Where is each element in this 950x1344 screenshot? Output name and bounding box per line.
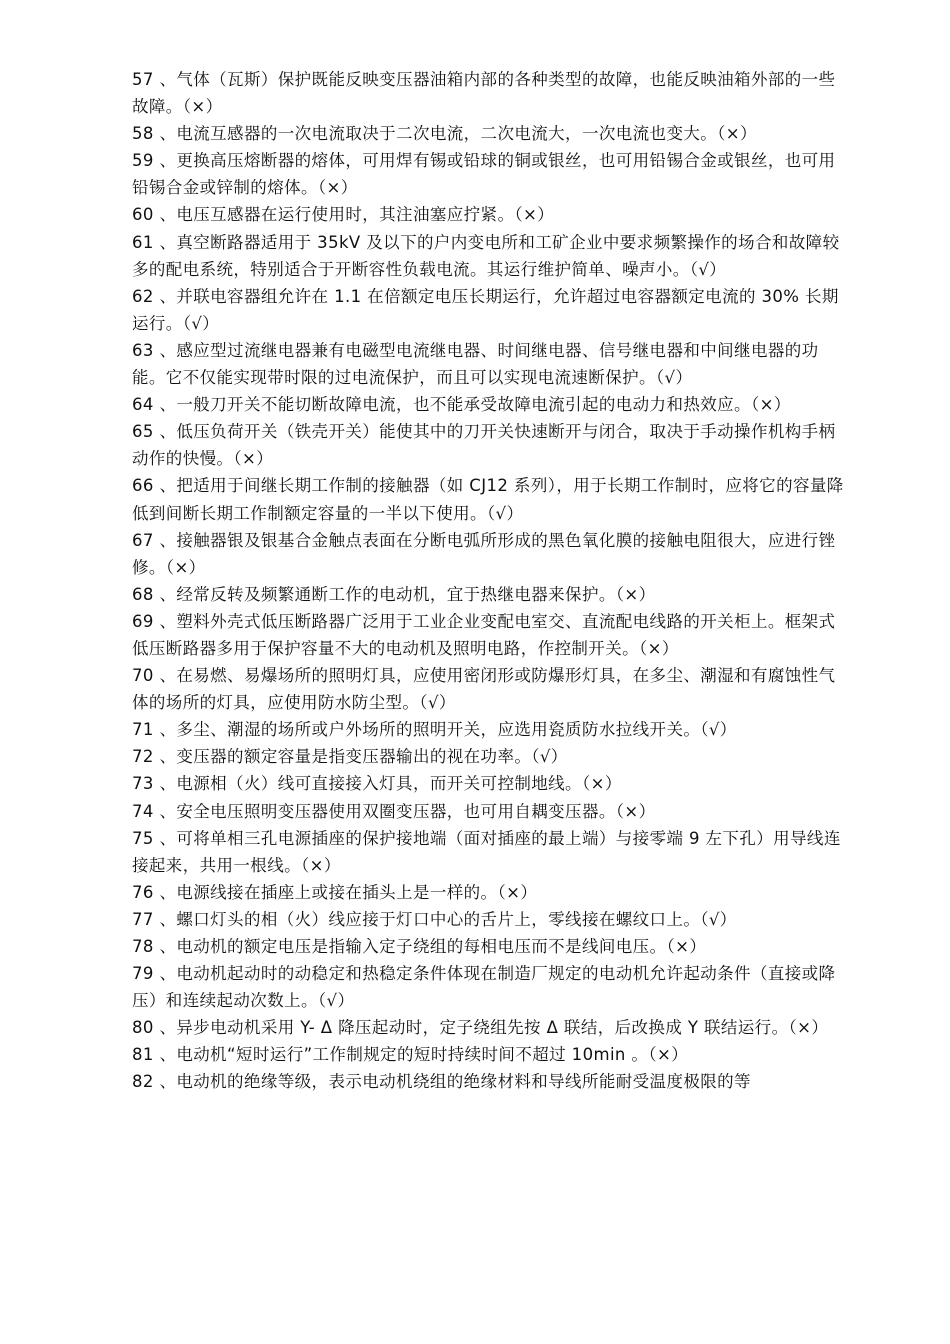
question-57: 57 、气体（瓦斯）保护既能反映变压器油箱内部的各种类型的故障，也能反映油箱外部的一些故障。（×） xyxy=(132,70,836,117)
question-79: 79 、电动机起动时的动稳定和热稳定条件体现在制造厂规定的电动机允许起动条件（直接或降压）和连续起动次数上。（√） xyxy=(132,964,836,1011)
question-60: 60 、电压互感器在运行使用时，其注油塞应拧紧。（×） xyxy=(132,205,555,225)
question-73: 73 、电源相（火）线可直接接入灯具，而开关可控制地线。（×） xyxy=(132,774,622,794)
question-81: 81 、电动机“短时运行”工作制规定的短时持续时间不超过 10min 。（×） xyxy=(132,1045,689,1065)
question-82: 82 、电动机的绝缘等级，表示电动机绕组的绝缘材料和导线所能耐受温度极限的等 xyxy=(132,1072,751,1092)
question-63: 63 、感应型过流继电器兼有电磁型电流继电器、时间继电器、信号继电器和中间继电器的功能。它不仅能实现带时限的过电流保护，而且可以实现电流速断保护。（√） xyxy=(132,340,819,388)
question-58: 58 、电流互感器的一次电流取决于二次电流，二次电流大，一次电流也变大。（×） xyxy=(132,124,757,144)
question-75: 75 、可将单相三孔电源插座的保护接地端（面对插座的最上端）与接零端 9 左下孔）用导线连接起来，共用一根线。（×） xyxy=(132,828,841,875)
question-61: 61 、真空断路器适用于 35kV 及以下的户内变电所和工矿企业中要求频繁操作的场合和故障较多的配电系统，特别适合于开断容性负载电流。其运行维护简单、噪声小。（√） xyxy=(132,232,840,279)
question-72: 72 、变压器的额定容量是指变压器输出的视在功率。（√） xyxy=(132,747,568,767)
question-67: 67 、接触器银及银基合金触点表面在分断电弧所形成的黑色氧化膜的接触电阻很大，应进行锉修。（×） xyxy=(132,530,836,577)
question-76: 76 、电源线接在插座上或接在插头上是一样的。（×） xyxy=(132,882,538,902)
question-64: 64 、一般刀开关不能切断故障电流，也不能承受故障电流引起的电动力和热效应。（×） xyxy=(132,395,791,415)
question-80: 80 、异步电动机采用 Y- Δ 降压起动时，定子绕组先按 Δ 联结，后改换成 Y 联结运行。（×） xyxy=(132,1018,829,1038)
question-62: 62 、并联电容器组允许在 1.1 在倍额定电压长期运行，允许超过电容器额定电流的 30% 长期运行。（√） xyxy=(132,286,839,333)
question-66: 66 、把适用于间继长期工作制的接触器（如 CJ12 系列），用于长期工作制时，应将它的容量降低到间断长期工作制额定容量的一半以下使用。（√） xyxy=(132,476,844,523)
question-70: 70 、在易燃、易爆场所的照明灯具，应使用密闭形或防爆形灯具，在多尘、潮湿和有腐蚀性气体的场所的灯具，应使用防水防尘型。（√） xyxy=(132,666,836,713)
question-69: 69 、塑料外壳式低压断路器广泛用于工业企业变配电室交、直流配电线路的开关柜上。框架式低压断路器多用于保护容量不大的电动机及照明电路，作控制开关。（×） xyxy=(132,611,836,658)
question-65: 65 、低压负荷开关（铁壳开关）能使其中的刀开关快速断开与闭合，取决于手动操作机构手柄动作的快慢。（×） xyxy=(132,422,836,469)
question-71: 71 、多尘、潮湿的场所或户外场所的照明开关，应选用瓷质防水拉线开关。（√） xyxy=(132,720,737,740)
question-59: 59 、更换高压熔断器的熔体，可用焊有锡或铅球的铜或银丝，也可用铅锡合金或银丝，也可用铅锡合金或锌制的熔体。（×） xyxy=(132,151,836,198)
question-68: 68 、经常反转及频繁通断工作的电动机，宜于热继电器来保护。（×） xyxy=(132,584,656,604)
question-77: 77 、螺口灯头的相（火）线应接于灯口中心的舌片上，零线接在螺纹口上。（√） xyxy=(132,909,737,929)
document-page xyxy=(132,66,848,1096)
question-78: 78 、电动机的额定电压是指输入定子绕组的每相电压而不是线间电压。（×） xyxy=(132,937,707,956)
question-74: 74 、安全电压照明变压器使用双圈变压器，也可用自耦变压器。（×） xyxy=(132,801,656,821)
